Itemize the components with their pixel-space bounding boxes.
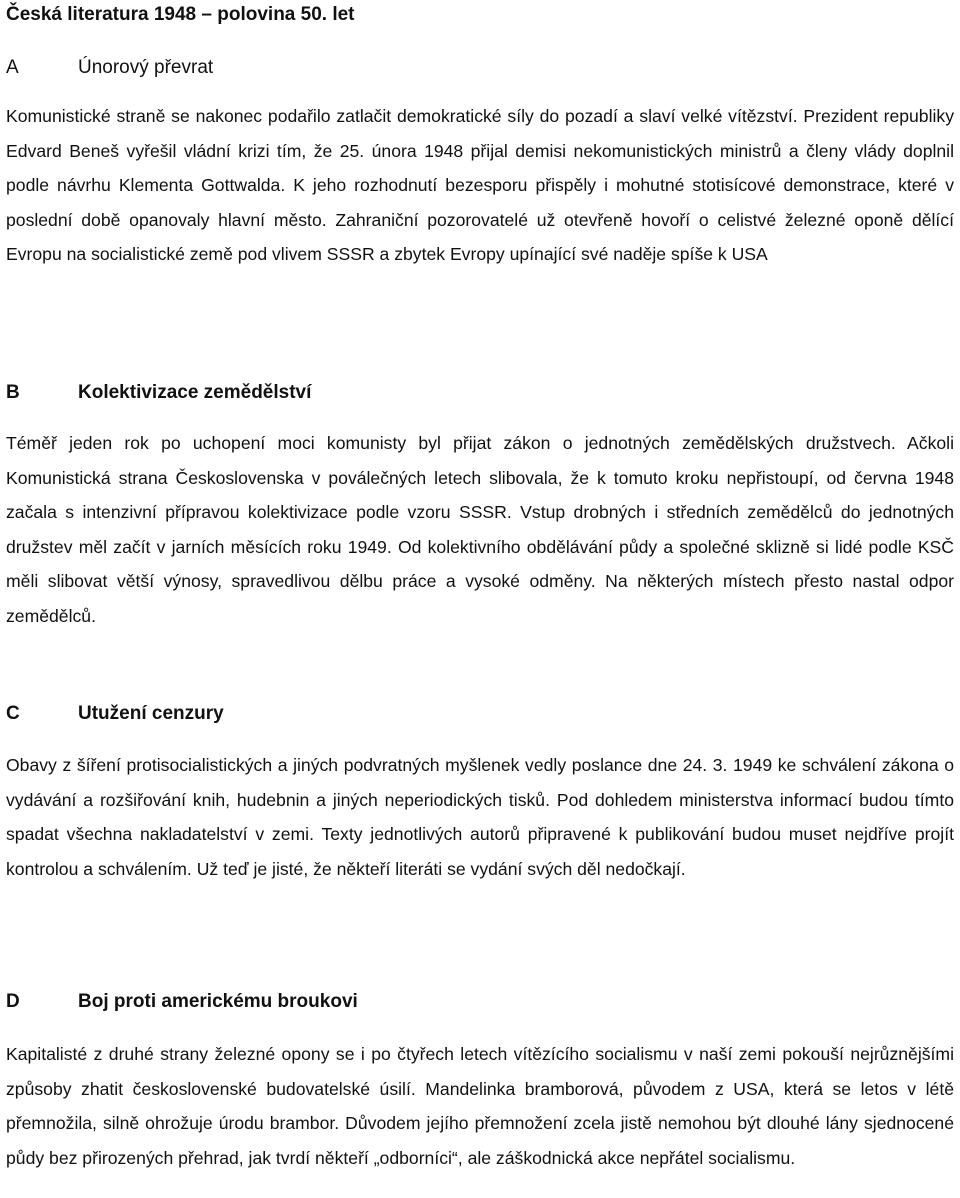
- section-letter: C: [6, 703, 20, 724]
- section-title: Boj proti americkému broukovi: [78, 991, 358, 1012]
- section-paragraph-d: Kapitalisté z druhé strany železné opony se i po čtyřech letech vítězícího socialismu v naší zemi pokouší nejrůznějšími způsoby zhatit československé budovatelské úsilí. Mandelinka bramborová, původem z USA, která se letos v létě přemnožila, silně ohrožuje úrodu brambor. Důvodem jejího přemnožení zcela jistě nemohou být dlouhé lány sjednocené půdy bez přirozených přehrad, jak tvrdí někteří „odborníci“, ale záškodnická akce nepřátel socialismu.: [6, 1044, 954, 1168]
- section-paragraph-c: Obavy z šíření protisocialistických a jiných podvratných myšlenek vedly poslance dne 24. 3. 1949 ke schválení zákona o vydávání a rozšiřování knih, hudebnin a jiných neperiodických tisků. Pod dohledem ministerstva informací budou tímto spadat všechna nakladatelství v zemi. Texty jednotlivých autorů připravené k publikování budou muset nejdříve projít kontrolou a schválením. Už teď je jisté, že někteří literáti se vydání svých děl nedočkají.: [6, 755, 954, 879]
- section-heading-c: [6, 701, 224, 727]
- document-title: Česká literatura 1948 – polovina 50. let: [6, 4, 355, 25]
- section-paragraph-a: Komunistické straně se nakonec podařilo zatlačit demokratické síly do pozadí a slaví velké vítězství. Prezident republiky Edvard Beneš vyřešil vládní krizi tím, že 25. února 1948 přijal demisi nekomunistických ministrů a členy vlády doplnil podle návrhu Klementa Gottwalda. K jeho rozhodnutí bezesporu přispěly i mohutné stotisícové demonstrace, které v poslední době opanovaly hlavní město. Zahraniční pozorovatelé už otevřeně hovoří o celistvé železné oponě dělící Evropu na socialistické země pod vlivem SSSR a zbytek Evropy upínající své naděje spíše k USA: [6, 106, 954, 265]
- section-title: Únorový převrat: [78, 57, 214, 78]
- section-heading-d: [6, 989, 358, 1015]
- section-heading-a: [6, 55, 213, 81]
- section-letter: A: [6, 57, 19, 78]
- section-letter: D: [6, 991, 20, 1012]
- section-title: Kolektivizace zemědělství: [78, 382, 312, 403]
- section-letter: B: [6, 382, 20, 403]
- section-paragraph-b: Téměř jeden rok po uchopení moci komunisty byl přijat zákon o jednotných zemědělských družstvech. Ačkoli Komunistická strana Československa v poválečných letech slibovala, že k tomuto kroku nepřistoupí, od června 1948 začala s intenzivní přípravou kolektivizace podle vzoru SSSR. Vstup drobných i středních zemědělců do jednotných družstev měl začít v jarních měsících roku 1949. Od kolektivního obdělávání půdy a společné sklizně si lidé podle KSČ měli slibovat větší výnosy, spravedlivou dělbu práce a vysoké odměny. Na některých místech přesto nastal odpor zemědělců.: [6, 433, 954, 626]
- section-heading-b: [6, 380, 311, 406]
- section-title: Utužení cenzury: [78, 703, 224, 724]
